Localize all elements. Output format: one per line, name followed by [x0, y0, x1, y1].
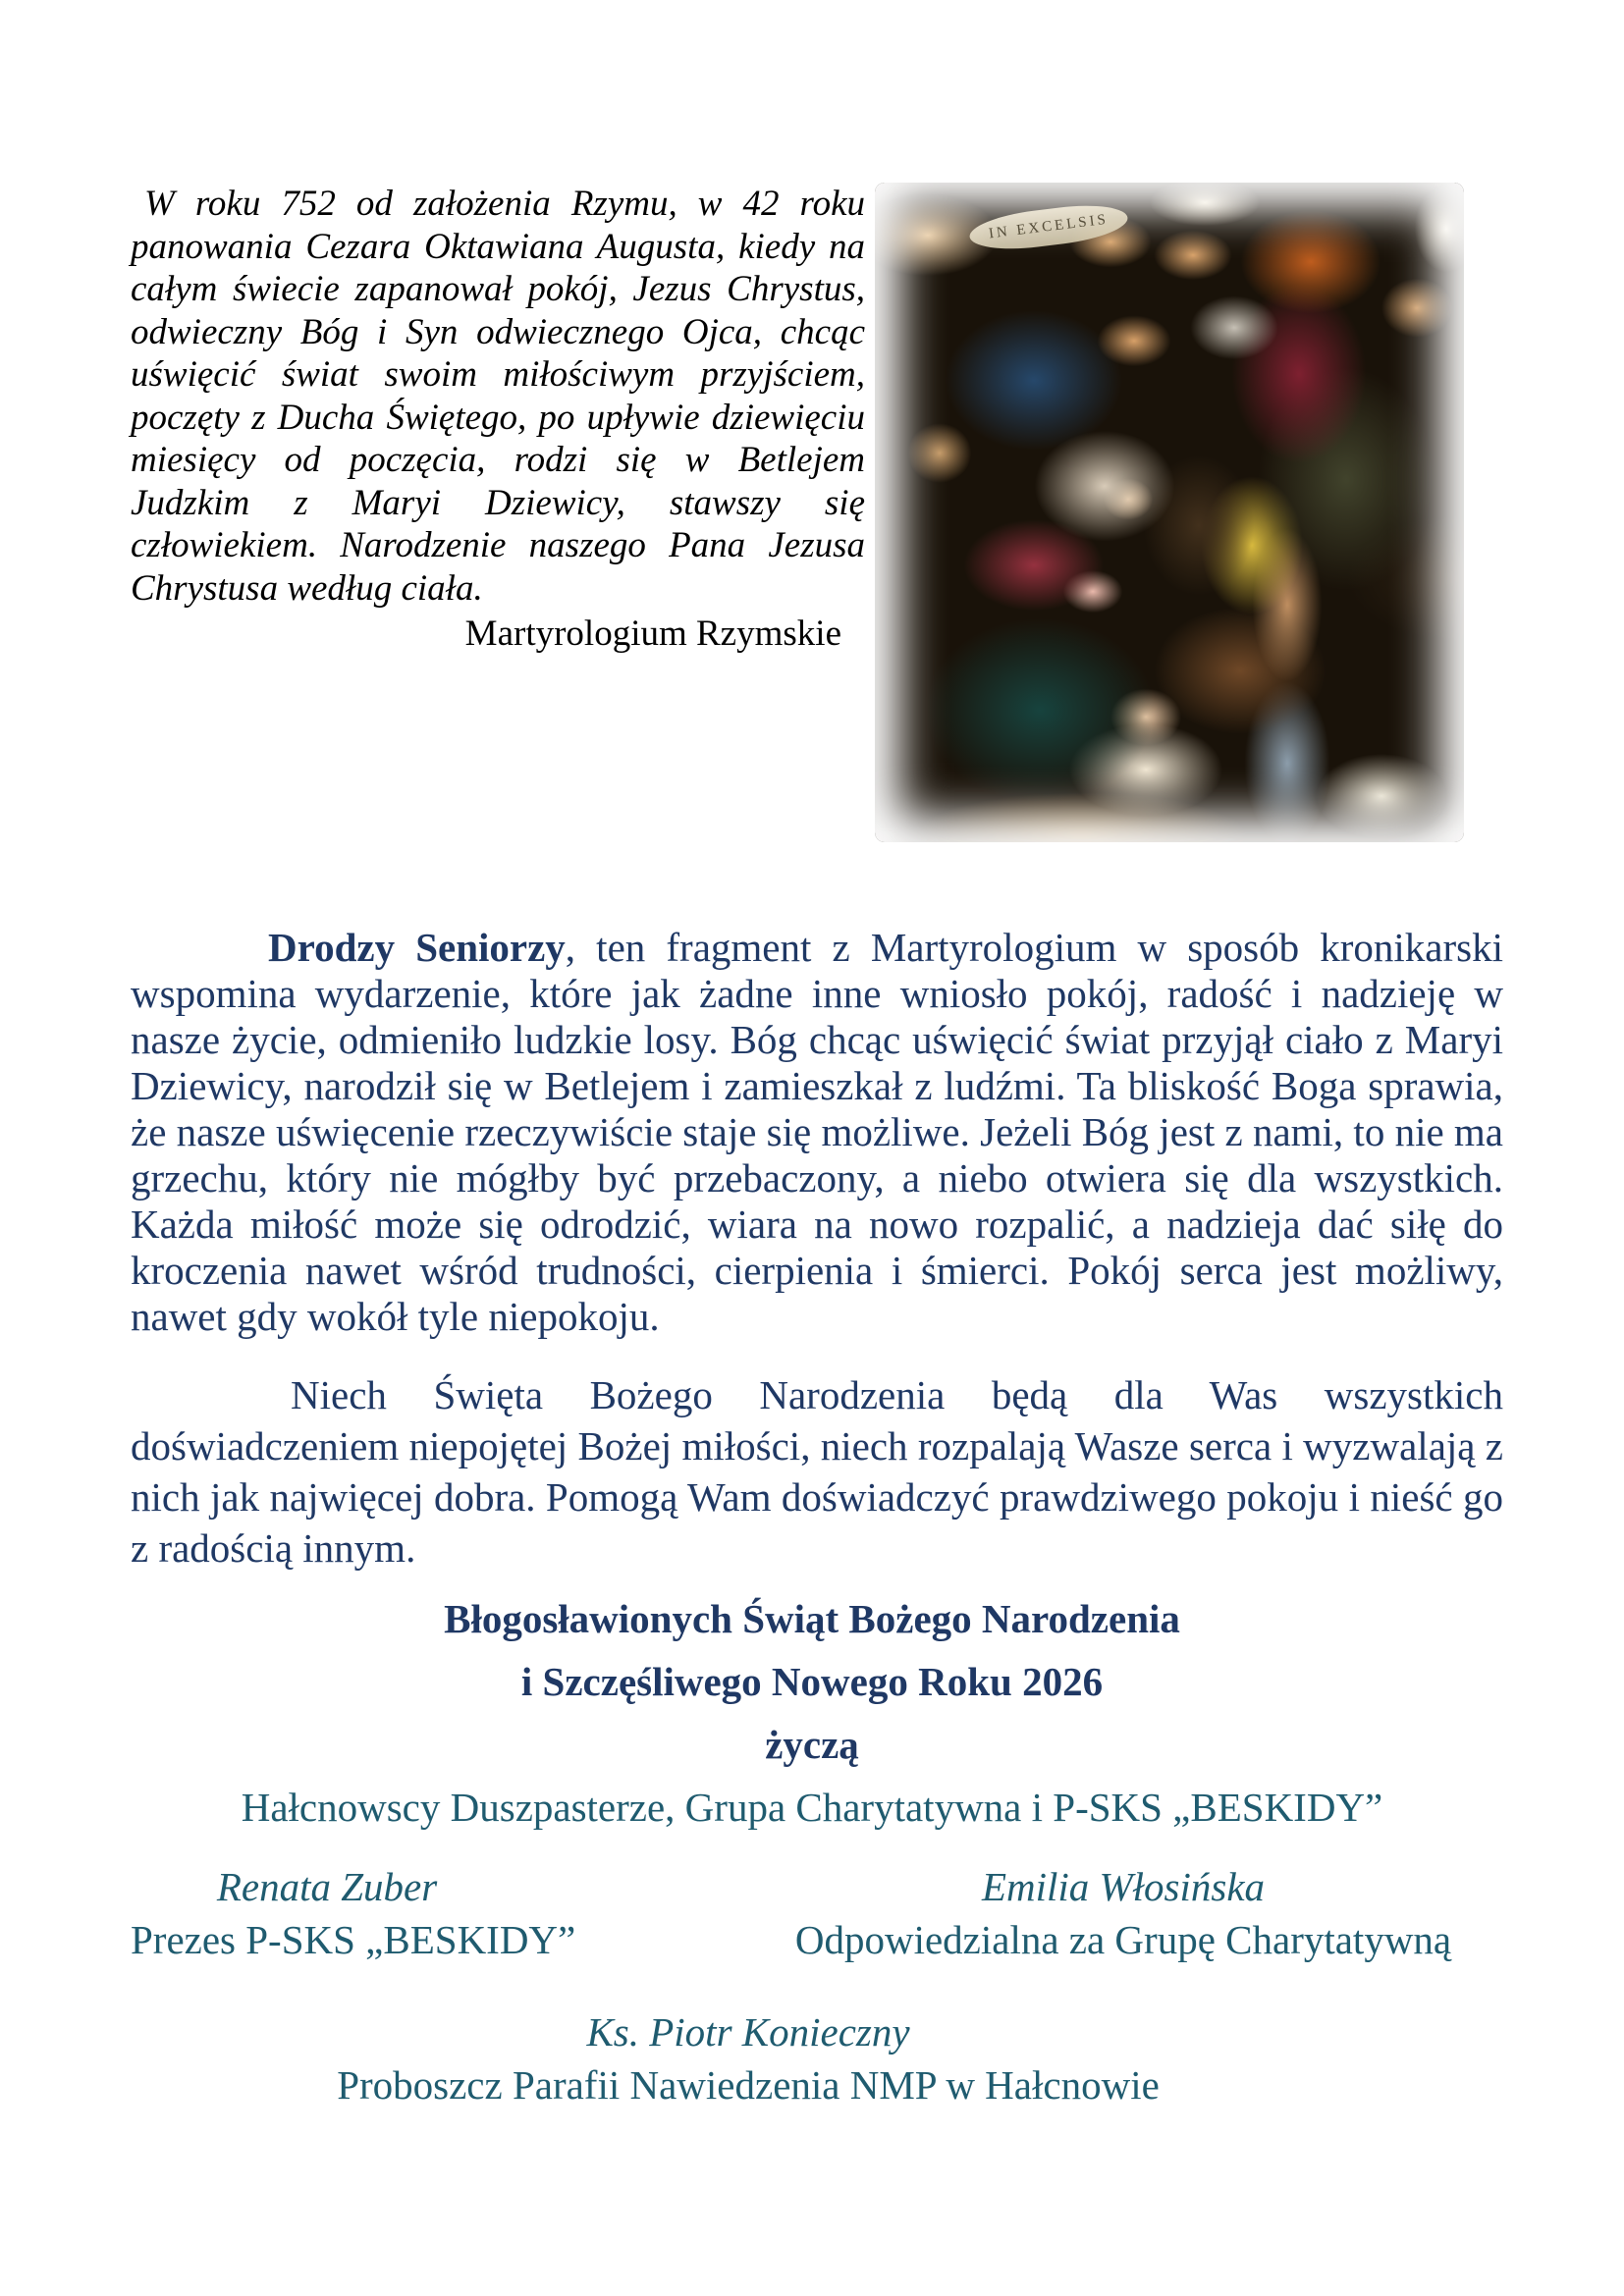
signature-left [131, 1862, 576, 1968]
blessing-block [0, 1587, 1624, 1839]
header-section [0, 0, 1624, 842]
signature-center-name: Ks. Piotr Konieczny [586, 2009, 910, 2055]
signature-left-name: Renata Zuber [216, 1864, 438, 1909]
signature-center [0, 2007, 1624, 2113]
signatures-row [131, 1862, 1467, 1968]
blessing-line-3: życzą [765, 1722, 859, 1767]
quote-attribution: Martyrologium Rzymskie [464, 614, 841, 654]
painting-banner: IN EXCELSIS [967, 199, 1129, 254]
blessing-line-4: Hałcnowscy Duszpasterze, Grupa Charytatywna i P-SKS „BESKIDY” [241, 1785, 1383, 1830]
martyrologium-quote: W roku 752 od założenia Rzymu, w 42 roku panowania Cezara Oktawiana Augusta, kiedy na całym świecie zapanował pokój, Jezus Chrystus, odwieczny Bóg i Syn odwiecznego Ojca, chcąc uświęcić świat swoim miłościwym przyjściem, poczęty z Ducha Świętego, po upływie dziewięciu miesięcy od poczęcia, rodzi się w Betlejem Judzkim z Maryi Dziewicy, stawszy się człowiekiem. Narodzenie naszego Pana Jezusa Chrystusa według ciała. [131, 184, 865, 609]
wishes-paragraph: Niech Święta Bożego Narodzenia będą dla Was wszystkich doświadczeniem niepojętej Bożej miłości, niech rozpalają Wasze serca i wyzwalają z nich jak najwięcej dobra. Pomogą Wam doświadczyć prawdziwego pokoju i nieść go z radością innym. [131, 1372, 1503, 1571]
signature-right-name: Emilia Włosińska [981, 1864, 1266, 1909]
signature-center-title: Proboszcz Parafii Nawiedzenia NMP w Hałcnowie [337, 2062, 1160, 2108]
blessing-line-1: Błogosławionych Świąt Bożego Narodzenia [444, 1596, 1180, 1641]
quote-column [131, 183, 865, 657]
greeting-paragraph [131, 925, 1503, 1340]
greeting-lead: Drodzy Seniorzy [268, 925, 566, 970]
signature-right-title: Odpowiedzialna za Grupę Charytatywną [794, 1917, 1452, 1962]
signature-left-title: Prezes P-SKS „BESKIDY” [131, 1917, 576, 1962]
greeting-text: , ten fragment z Martyrologium w sposób kronikarski wspomina wydarzenie, które jak żadne inne wniosło pokój, radość i nadzieję w nasze życie, odmieniło ludzkie losy. Bóg chcąc uświęcić świat przyjął ciało z Maryi Dziewicy, narodził się w Betlejem i zamieszkał z ludźmi. Ta bliskość Boga sprawia, że nasze uświęcenie rzeczywiście staje się możliwe. Jeżeli Bóg jest z nami, to nie ma grzechu, który nie mógłby być przebaczony, a niebo otwiera się dla wszystkich. Każda miłość może się odrodzić, wiara na nowo rozpalić, a nadzieja dać siłę do kroczenia nawet wśród trudności, cierpienia i śmierci. Pokój serca jest możliwy, nawet gdy wokół tyle niepokoju. [131, 925, 1504, 1339]
blessing-line-2: i Szczęśliwego Nowego Roku 2026 [520, 1659, 1104, 1704]
signature-right [780, 1862, 1467, 1968]
nativity-painting-image [875, 183, 1464, 842]
